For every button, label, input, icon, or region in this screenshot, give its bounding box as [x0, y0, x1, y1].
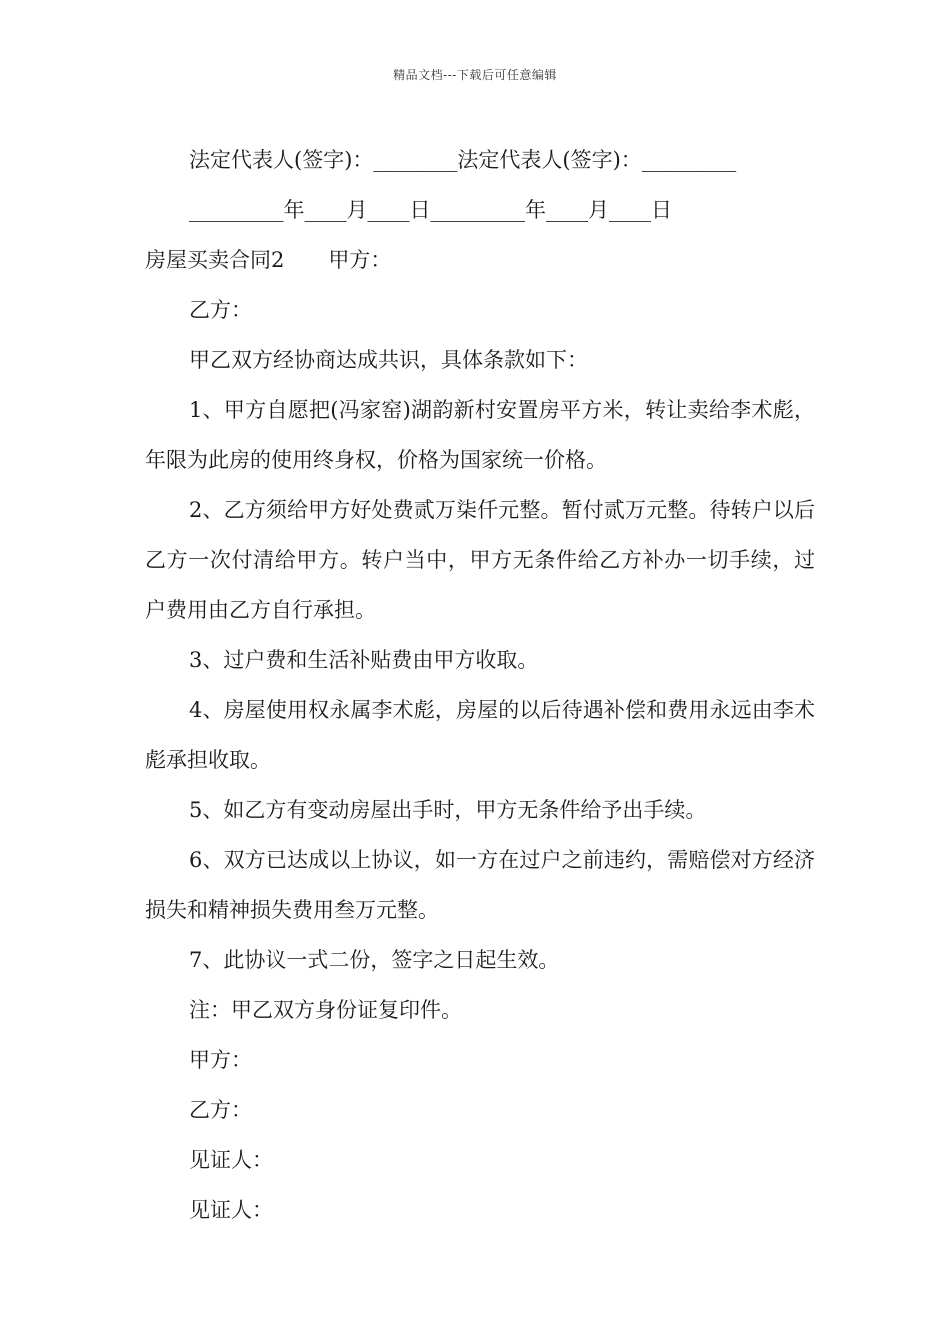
date-line: _________年____月____日_________年____月____日	[189, 198, 672, 222]
clause-1: 1、甲方自愿把(冯家窑)湖韵新村安置房平方米，转让卖给李术彪，年限为此房的使用终身权，价格为国家统一价格。	[145, 398, 815, 472]
contract-body	[145, 135, 815, 1235]
witness-2: 见证人：	[189, 1198, 273, 1222]
clause-6: 6、双方已达成以上协议，如一方在过户之前违约，需赔偿对方经济损失和精神损失费用叁万元整。	[145, 848, 815, 922]
note-text: 注：甲乙双方身份证复印件。	[189, 998, 462, 1022]
clause-4: 4、房屋使用权永属李术彪，房屋的以后待遇补偿和费用永远由李术彪承担收取。	[145, 698, 815, 772]
clause-5: 5、如乙方有变动房屋出手时，甲方无条件给予出手续。	[189, 798, 707, 822]
clause-3: 3、过户费和生活补贴费由甲方收取。	[189, 648, 539, 672]
page-header: 精品文档---下载后可任意编辑	[393, 68, 557, 82]
witness-1: 见证人：	[189, 1148, 273, 1172]
party-b-label: 乙方：	[189, 298, 252, 322]
intro-text: 甲乙双方经协商达成共识，具体条款如下：	[189, 348, 588, 372]
signature-party-a: 甲方：	[189, 1048, 252, 1072]
signature-representatives-line: 法定代表人(签字)：________法定代表人(签字)：_________	[189, 148, 737, 172]
signature-party-b: 乙方：	[189, 1098, 252, 1122]
party-a-label: 甲方：	[328, 248, 392, 272]
clause-7: 7、此协议一式二份，签字之日起生效。	[189, 948, 560, 972]
clause-2: 2、乙方须给甲方好处费贰万柒仟元整。暂付贰万元整。待转户以后乙方一次付清给甲方。转户当中，甲方无条件给乙方补办一切手续，过户费用由乙方自行承担。	[145, 498, 815, 622]
title-line	[145, 235, 815, 285]
contract-title: 房屋买卖合同2	[145, 248, 285, 272]
